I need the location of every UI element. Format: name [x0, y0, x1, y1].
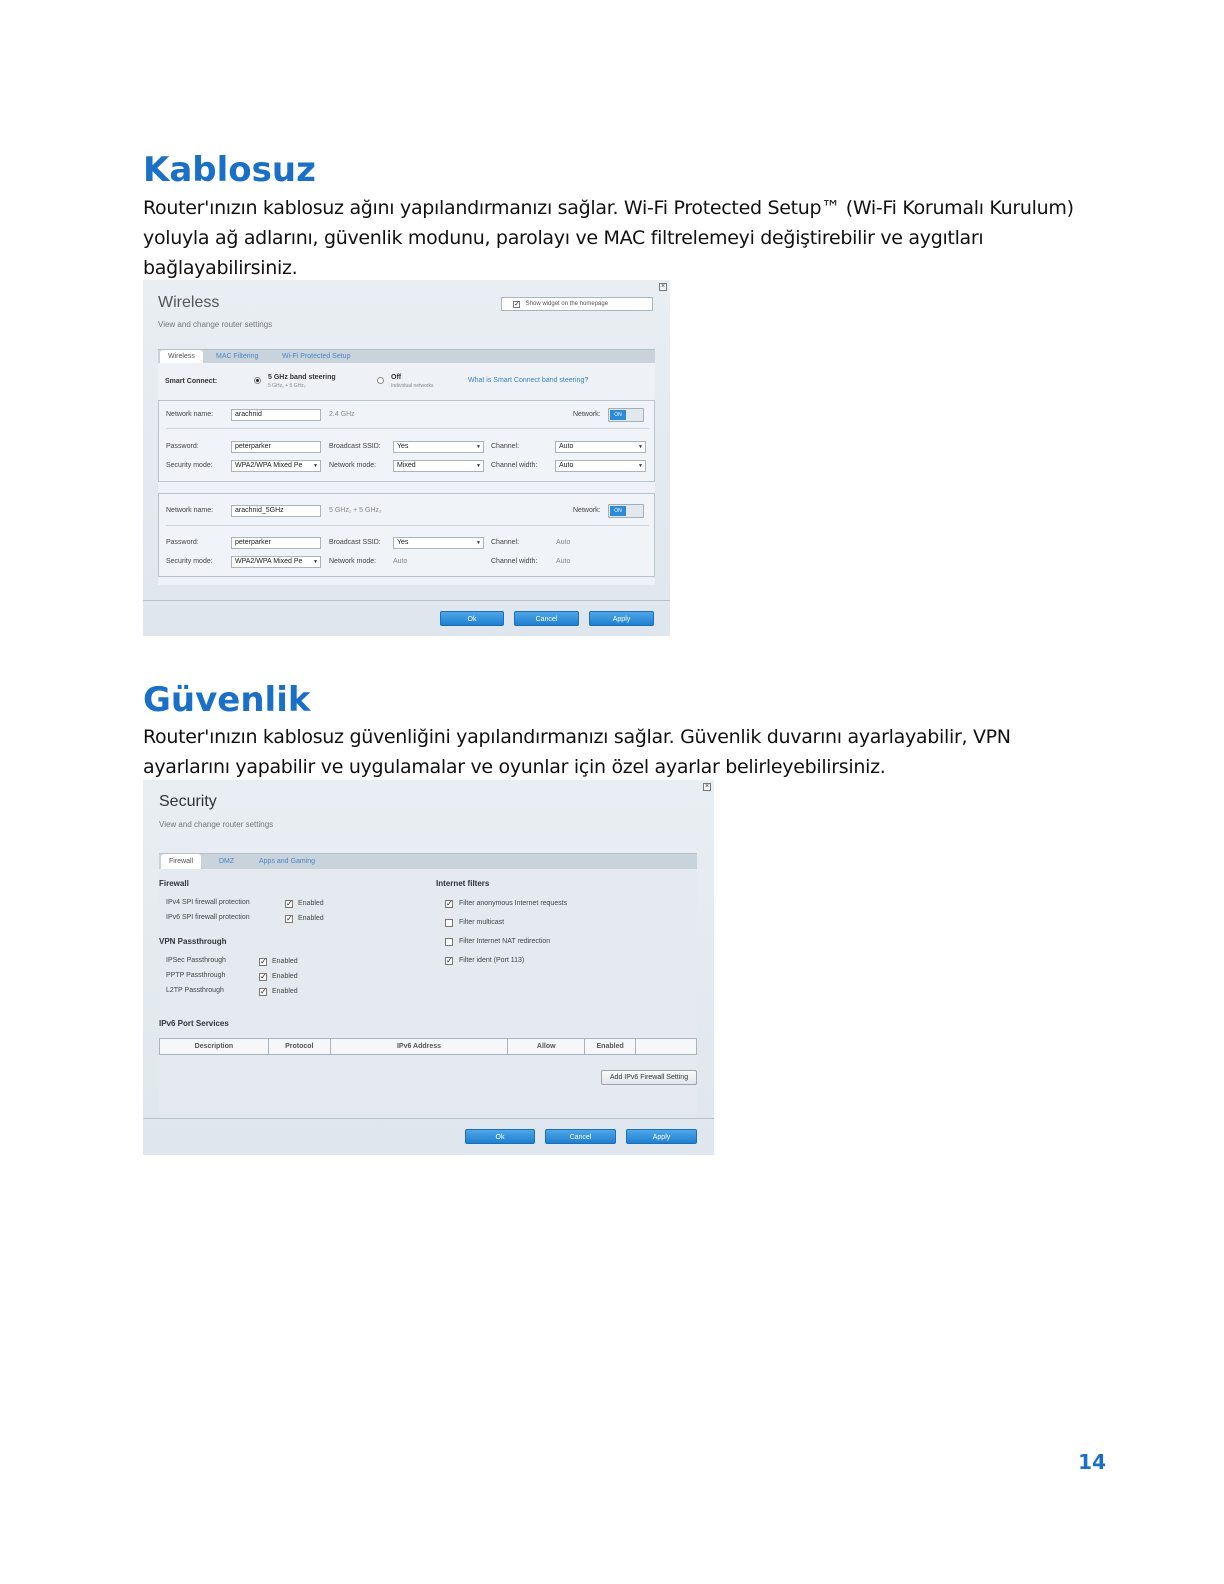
- paragraph-kablosuz: [143, 193, 1113, 283]
- network-toggle[interactable]: [608, 408, 644, 422]
- heading-kablosuz: Kablosuz: [143, 150, 316, 190]
- band-label: 5 GHz₁ + 5 GHz₂: [329, 507, 382, 514]
- widget-checkbox-label: Show widget on the homepage: [525, 301, 609, 307]
- cancel-button[interactable]: Cancel: [514, 611, 579, 626]
- channel-value: Auto: [556, 539, 571, 546]
- filter-ident-label: Filter ident (Port 113): [459, 957, 525, 964]
- network-toggle[interactable]: [608, 504, 644, 518]
- tab-wifi-protected-setup[interactable]: Wi-Fi Protected Setup: [282, 353, 351, 360]
- network-name-input[interactable]: arachnid_5GHz: [231, 505, 321, 517]
- divider: [166, 525, 649, 526]
- apply-button[interactable]: Apply: [589, 611, 654, 626]
- security-tabbar: [159, 853, 697, 869]
- ipv4-checkbox[interactable]: ✓: [286, 899, 293, 908]
- security-subtitle: View and change router settings: [159, 820, 274, 829]
- paragraph-line: bağlayabilirsiniz.: [143, 257, 298, 279]
- filter-ident-checkbox[interactable]: ✓: [446, 956, 453, 965]
- filter-multicast-checkbox[interactable]: [445, 919, 453, 927]
- column-actions: [636, 1039, 697, 1055]
- heading-guvenlik: Güvenlik: [143, 680, 311, 720]
- wireless-screenshot: [143, 280, 670, 636]
- channel-width-select[interactable]: Auto ▼: [555, 460, 646, 472]
- column-allow: Allow: [508, 1039, 585, 1055]
- network-mode-label: Network mode:: [329, 462, 377, 469]
- network-label: Network:: [573, 411, 601, 418]
- password-label: Password:: [166, 443, 199, 450]
- close-icon[interactable]: ×: [704, 783, 710, 790]
- network-name-label: Network name:: [166, 507, 214, 514]
- ipv6-label: IPv6 SPI firewall protection: [166, 914, 250, 921]
- paragraph-line: ayarlarını yapabilir ve uygulamalar ve oyunlar için özel ayarlar belirleyebilirsiniz.: [143, 756, 886, 778]
- security-mode-label: Security mode:: [166, 558, 213, 565]
- network-group-24ghz: [158, 400, 655, 482]
- column-enabled: Enabled: [585, 1039, 636, 1055]
- divider: [166, 428, 649, 429]
- pptp-label: PPTP Passthrough: [166, 972, 226, 979]
- table-header-row: [160, 1039, 697, 1055]
- channel-label: Channel:: [491, 539, 520, 546]
- column-protocol: Protocol: [268, 1039, 330, 1055]
- wireless-content: [158, 363, 655, 585]
- off-sub: Individual networks: [391, 383, 434, 389]
- password-input[interactable]: peterparker: [231, 537, 321, 549]
- enabled-label: Enabled: [272, 958, 298, 965]
- filter-multicast-label: Filter multicast: [459, 919, 505, 926]
- password-input[interactable]: peterparker: [231, 441, 321, 453]
- broadcast-ssid-select[interactable]: Yes ▼: [393, 537, 484, 549]
- tab-wireless[interactable]: Wireless: [160, 350, 203, 363]
- security-mode-select[interactable]: WPA2/WPA Mixed Pe ▼: [231, 556, 321, 568]
- close-icon[interactable]: ×: [660, 283, 666, 290]
- filter-nat-checkbox[interactable]: [445, 938, 453, 946]
- network-name-input[interactable]: arachnid: [231, 409, 321, 421]
- footer-divider: [143, 600, 670, 601]
- ipv6-port-table: [159, 1038, 697, 1055]
- ok-button[interactable]: Ok: [440, 611, 504, 626]
- cancel-button[interactable]: Cancel: [545, 1129, 616, 1144]
- tab-mac-filtering[interactable]: MAC Filtering: [216, 353, 259, 360]
- enabled-label: Enabled: [272, 973, 298, 980]
- apply-button[interactable]: Apply: [626, 1129, 697, 1144]
- ipv4-label: IPv4 SPI firewall protection: [166, 899, 250, 906]
- wireless-subtitle: View and change router settings: [158, 320, 273, 329]
- security-content: [159, 869, 697, 1114]
- toggle-on-label: ON: [610, 506, 626, 516]
- network-group-5ghz: [158, 493, 655, 577]
- ipv6-checkbox[interactable]: ✓: [286, 914, 293, 923]
- column-ipv6-address: IPv6 Address: [330, 1039, 508, 1055]
- channel-width-value: Auto: [556, 558, 571, 565]
- radio-band-steering[interactable]: [254, 377, 261, 384]
- broadcast-ssid-label: Broadcast SSID:: [329, 443, 381, 450]
- enabled-label: Enabled: [298, 915, 324, 922]
- network-label: Network:: [573, 507, 601, 514]
- widget-checkbox-box[interactable]: [501, 297, 653, 311]
- paragraph-line: Router'ınızın kablosuz ağını yapılandırmanızı sağlar. Wi-Fi Protected Setup™ (Wi-Fi Korumalı Kurulum): [143, 197, 1074, 219]
- broadcast-ssid-select[interactable]: Yes ▼: [393, 441, 484, 453]
- check-icon[interactable]: ✓: [514, 301, 520, 308]
- security-mode-label: Security mode:: [166, 462, 213, 469]
- security-screenshot: [143, 780, 714, 1155]
- network-name-label: Network name:: [166, 411, 214, 418]
- paragraph-line: yoluyla ağ adlarını, güvenlik modunu, parolayı ve MAC filtrelemeyi değiştirebilir ve aygıtları: [143, 227, 984, 249]
- l2tp-label: L2TP Passthrough: [166, 987, 224, 994]
- page-number: 14: [1078, 1450, 1106, 1474]
- tab-dmz[interactable]: DMZ: [219, 858, 235, 865]
- filter-anonymous-checkbox[interactable]: ✓: [446, 899, 453, 908]
- channel-width-label: Channel width:: [491, 462, 538, 469]
- radio-off[interactable]: [377, 377, 384, 384]
- channel-label: Channel:: [491, 443, 520, 450]
- password-label: Password:: [166, 539, 199, 546]
- broadcast-ssid-label: Broadcast SSID:: [329, 539, 381, 546]
- firewall-heading: Firewall: [159, 879, 189, 888]
- filter-nat-label: Filter Internet NAT redirection: [459, 938, 551, 945]
- wireless-tabbar: [158, 349, 655, 363]
- ipsec-label: IPSec Passthrough: [166, 957, 226, 964]
- band-steering-sub: 5 GHz₁ + 5 GHz₂: [268, 383, 306, 389]
- wireless-title: Wireless: [158, 294, 220, 311]
- off-label: Off: [391, 374, 402, 381]
- column-description: Description: [160, 1039, 269, 1055]
- network-mode-select[interactable]: Mixed ▼: [393, 460, 484, 472]
- ok-button[interactable]: Ok: [465, 1129, 535, 1144]
- network-mode-value: Auto: [393, 558, 408, 565]
- footer-divider: [143, 1118, 714, 1119]
- band-steering-label: 5 GHz band steering: [268, 374, 336, 381]
- filter-anonymous-label: Filter anonymous Internet requests: [459, 900, 568, 907]
- enabled-label: Enabled: [272, 988, 298, 995]
- security-mode-select[interactable]: WPA2/WPA Mixed Pe ▼: [231, 460, 321, 472]
- tab-apps-gaming[interactable]: Apps and Gaming: [259, 858, 316, 865]
- security-title: Security: [159, 793, 217, 810]
- add-ipv6-firewall-button[interactable]: Add IPv6 Firewall Setting: [601, 1070, 697, 1085]
- channel-select[interactable]: Auto ▼: [555, 441, 646, 453]
- pptp-checkbox[interactable]: ✓: [260, 972, 267, 981]
- toggle-on-label: ON: [610, 410, 626, 420]
- channel-width-label: Channel width:: [491, 558, 538, 565]
- paragraph-line: Router'ınızın kablosuz güvenliğini yapılandırmanızı sağlar. Güvenlik duvarını ayarlayabilir, VPN: [143, 726, 1011, 748]
- paragraph-guvenlik: [143, 722, 1113, 782]
- l2tp-checkbox[interactable]: ✓: [260, 987, 267, 996]
- vpn-heading: VPN Passthrough: [159, 937, 227, 946]
- ipsec-checkbox[interactable]: ✓: [260, 957, 267, 966]
- internet-filters-heading: Internet filters: [436, 879, 490, 888]
- enabled-label: Enabled: [298, 900, 324, 907]
- help-link[interactable]: What is Smart Connect band steering?: [468, 377, 589, 384]
- network-mode-label: Network mode:: [329, 558, 377, 565]
- tab-firewall[interactable]: Firewall: [161, 854, 201, 869]
- band-label: 2.4 GHz: [329, 411, 355, 418]
- smart-connect-label: Smart Connect:: [165, 378, 218, 385]
- ipv6-port-services-heading: IPv6 Port Services: [159, 1019, 229, 1028]
